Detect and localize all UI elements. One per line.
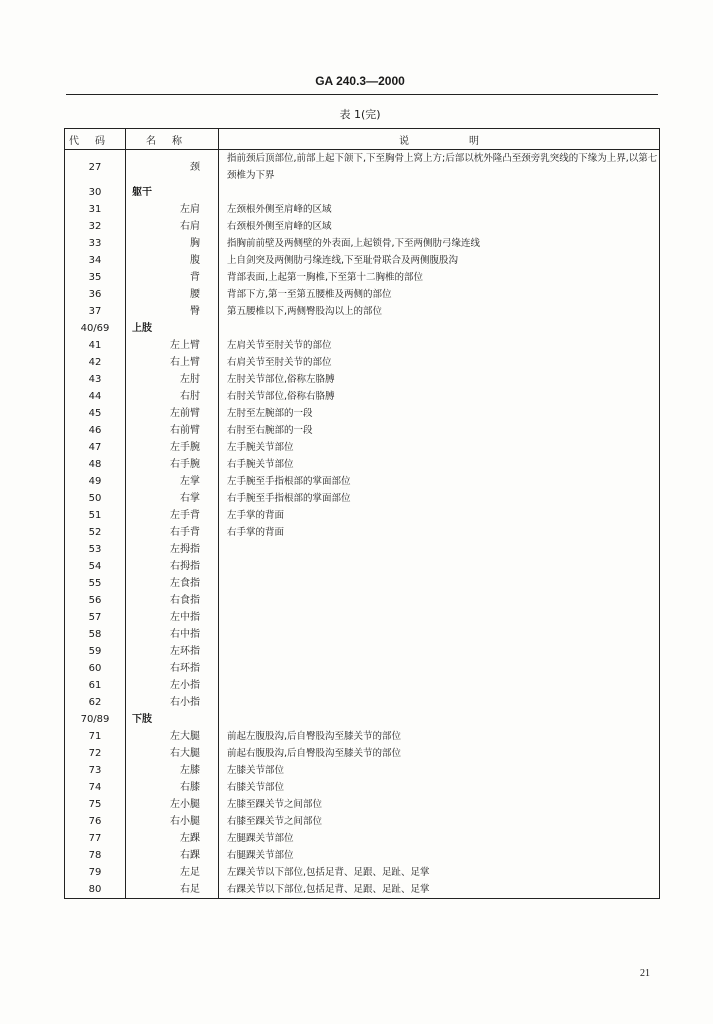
row-name: 背	[126, 269, 219, 286]
row-name: 腹	[126, 252, 219, 269]
table-row	[65, 252, 660, 269]
row-name: 左手腕	[126, 439, 219, 456]
row-description: 右手腕至手指根部的掌面部位	[227, 493, 351, 504]
table-body	[65, 150, 660, 899]
row-name: 左肩	[126, 201, 219, 218]
row-description: 上自剑突及两侧肋弓缘连线,下至耻骨联合及两侧腹股沟	[227, 255, 459, 266]
row-name: 左中指	[126, 609, 219, 626]
row-code: 34	[65, 252, 126, 269]
row-description: 前起左腹股沟,后自臀股沟至膝关节的部位	[227, 731, 402, 742]
table-row	[65, 609, 660, 626]
row-code: 74	[65, 779, 126, 796]
row-code: 48	[65, 456, 126, 473]
row-description: 左肘关节部位,俗称左胳膊	[227, 374, 335, 385]
table-row	[65, 337, 660, 354]
row-name: 左掌	[126, 473, 219, 490]
row-name: 左食指	[126, 575, 219, 592]
row-description	[219, 711, 660, 728]
row-code: 27	[65, 150, 126, 185]
table-row	[65, 473, 660, 490]
row-code: 31	[65, 201, 126, 218]
table-category-row	[65, 184, 660, 201]
table-row	[65, 694, 660, 711]
row-name: 左小腿	[126, 796, 219, 813]
table-row	[65, 218, 660, 235]
row-name: 右手背	[126, 524, 219, 541]
row-name: 左大腿	[126, 728, 219, 745]
row-code: 61	[65, 677, 126, 694]
row-name: 左小指	[126, 677, 219, 694]
row-code: 37	[65, 303, 126, 320]
row-description	[219, 694, 660, 711]
row-name: 右膝	[126, 779, 219, 796]
row-name: 右肩	[126, 218, 219, 235]
row-name: 颈	[126, 150, 219, 185]
row-description: 右肘至右腕部的一段	[227, 425, 313, 436]
table-row	[65, 796, 660, 813]
table-row	[65, 847, 660, 864]
table-row	[65, 864, 660, 881]
table-row	[65, 150, 660, 185]
row-code: 73	[65, 762, 126, 779]
row-description: 前起右腹股沟,后自臀股沟至膝关节的部位	[227, 748, 402, 759]
table-row	[65, 388, 660, 405]
row-description	[219, 558, 660, 575]
row-name: 右小指	[126, 694, 219, 711]
row-description: 右手腕关节部位	[227, 459, 294, 470]
table-row	[65, 286, 660, 303]
row-code: 40/69	[65, 320, 126, 337]
row-description: 左手掌的背面	[227, 510, 285, 521]
table-row	[65, 524, 660, 541]
row-name: 右足	[126, 881, 219, 899]
row-code: 47	[65, 439, 126, 456]
column-header-description: 说明	[219, 129, 660, 150]
table-row	[65, 405, 660, 422]
row-name: 腰	[126, 286, 219, 303]
row-code: 57	[65, 609, 126, 626]
row-code: 35	[65, 269, 126, 286]
table-row	[65, 354, 660, 371]
table-row	[65, 626, 660, 643]
table-row	[65, 643, 660, 660]
row-description	[219, 320, 660, 337]
table-row	[65, 422, 660, 439]
table-row	[65, 558, 660, 575]
row-description: 指胸前前壁及两侧壁的外表面,上起锁骨,下至两侧肋弓缘连线	[227, 238, 481, 249]
row-name: 胸	[126, 235, 219, 252]
row-code: 71	[65, 728, 126, 745]
row-code: 56	[65, 592, 126, 609]
row-description: 右手掌的背面	[227, 527, 285, 538]
row-code: 49	[65, 473, 126, 490]
header-rule	[66, 94, 658, 95]
row-code: 53	[65, 541, 126, 558]
row-code: 72	[65, 745, 126, 762]
row-code: 75	[65, 796, 126, 813]
body-parts-table	[64, 128, 660, 899]
table-header-row	[65, 129, 660, 150]
row-name: 左环指	[126, 643, 219, 660]
row-name: 右大腿	[126, 745, 219, 762]
row-code: 44	[65, 388, 126, 405]
row-description: 右膝关节部位	[227, 782, 285, 793]
row-description	[219, 677, 660, 694]
row-description	[219, 626, 660, 643]
row-description: 左颈根外侧至肩峰的区域	[227, 204, 332, 215]
row-code: 78	[65, 847, 126, 864]
row-description: 右膝至踝关节之间部位	[227, 816, 323, 827]
row-code: 59	[65, 643, 126, 660]
table-row	[65, 881, 660, 899]
table-row	[65, 456, 660, 473]
row-name: 右环指	[126, 660, 219, 677]
row-description: 背部下方,第一至第五腰椎及两侧的部位	[227, 289, 392, 300]
row-code: 42	[65, 354, 126, 371]
table-row	[65, 813, 660, 830]
row-code: 62	[65, 694, 126, 711]
row-code: 79	[65, 864, 126, 881]
row-description: 指前颈后顶部位,前部上起下颌下,下至胸骨上窝上方;后部以枕外隆凸至颈旁乳突线的下缘为上界,以第七颈椎为下界	[227, 153, 658, 181]
table-row	[65, 779, 660, 796]
row-code: 41	[65, 337, 126, 354]
column-header-code: 代码	[65, 129, 126, 150]
table-row	[65, 201, 660, 218]
row-code: 33	[65, 235, 126, 252]
row-name: 右上臂	[126, 354, 219, 371]
table-row	[65, 303, 660, 320]
row-name: 左肘	[126, 371, 219, 388]
table-row	[65, 728, 660, 745]
row-code: 43	[65, 371, 126, 388]
row-description: 左腿踝关节部位	[227, 833, 294, 844]
row-code: 60	[65, 660, 126, 677]
row-description	[219, 541, 660, 558]
row-name: 下肢	[126, 711, 219, 728]
table-row	[65, 490, 660, 507]
row-name: 左手背	[126, 507, 219, 524]
row-name: 左拇指	[126, 541, 219, 558]
row-code: 46	[65, 422, 126, 439]
row-code: 58	[65, 626, 126, 643]
row-description: 右踝关节以下部位,包括足背、足跟、足趾、足掌	[227, 884, 430, 895]
row-code: 30	[65, 184, 126, 201]
row-description	[219, 592, 660, 609]
row-name: 左前臂	[126, 405, 219, 422]
row-code: 52	[65, 524, 126, 541]
row-code: 36	[65, 286, 126, 303]
row-description	[219, 660, 660, 677]
table-row	[65, 660, 660, 677]
column-header-name: 名称	[126, 129, 219, 150]
table-row	[65, 439, 660, 456]
row-code: 80	[65, 881, 126, 899]
table-row	[65, 575, 660, 592]
table-row	[65, 762, 660, 779]
table-category-row	[65, 711, 660, 728]
row-name: 上肢	[126, 320, 219, 337]
row-code: 54	[65, 558, 126, 575]
row-name: 右拇指	[126, 558, 219, 575]
row-name: 右手腕	[126, 456, 219, 473]
table-row	[65, 269, 660, 286]
row-code: 51	[65, 507, 126, 524]
row-description: 背部表面,上起第一胸椎,下至第十二胸椎的部位	[227, 272, 424, 283]
row-name: 右掌	[126, 490, 219, 507]
row-code: 32	[65, 218, 126, 235]
table-row	[65, 677, 660, 694]
page-number: 21	[640, 968, 650, 979]
row-description	[219, 184, 660, 201]
row-code: 70/89	[65, 711, 126, 728]
row-description: 左手腕关节部位	[227, 442, 294, 453]
table-row	[65, 592, 660, 609]
row-description: 右颈根外侧至肩峰的区域	[227, 221, 332, 232]
table-row	[65, 507, 660, 524]
row-description: 左肩关节至肘关节的部位	[227, 340, 332, 351]
row-description: 右腿踝关节部位	[227, 850, 294, 861]
table-row	[65, 371, 660, 388]
row-description: 第五腰椎以下,两侧臀股沟以上的部位	[227, 306, 383, 317]
row-name: 左上臂	[126, 337, 219, 354]
row-name: 左足	[126, 864, 219, 881]
table-row	[65, 541, 660, 558]
row-description: 左膝关节部位	[227, 765, 285, 776]
row-name: 右踝	[126, 847, 219, 864]
row-description	[219, 643, 660, 660]
table-title: 表 1(完)	[339, 108, 381, 121]
row-description: 左膝至踝关节之间部位	[227, 799, 323, 810]
row-description	[219, 609, 660, 626]
row-code: 55	[65, 575, 126, 592]
row-name: 右小腿	[126, 813, 219, 830]
row-description	[219, 575, 660, 592]
row-name: 左踝	[126, 830, 219, 847]
row-description: 左踝关节以下部位,包括足背、足跟、足趾、足掌	[227, 867, 430, 878]
row-name: 左膝	[126, 762, 219, 779]
row-name: 右肘	[126, 388, 219, 405]
row-description: 右肘关节部位,俗称右胳膊	[227, 391, 335, 402]
row-name: 躯干	[126, 184, 219, 201]
table-row	[65, 830, 660, 847]
row-name: 右前臂	[126, 422, 219, 439]
row-name: 右食指	[126, 592, 219, 609]
table-row	[65, 745, 660, 762]
row-description: 左手腕至手指根部的掌面部位	[227, 476, 351, 487]
row-name: 臀	[126, 303, 219, 320]
row-name: 右中指	[126, 626, 219, 643]
row-description: 左肘至左腕部的一段	[227, 408, 313, 419]
row-code: 77	[65, 830, 126, 847]
row-description: 右肩关节至肘关节的部位	[227, 357, 332, 368]
row-code: 76	[65, 813, 126, 830]
row-code: 45	[65, 405, 126, 422]
table-category-row	[65, 320, 660, 337]
table-row	[65, 235, 660, 252]
standard-number-header: GA 240.3—2000	[315, 74, 405, 88]
row-code: 50	[65, 490, 126, 507]
